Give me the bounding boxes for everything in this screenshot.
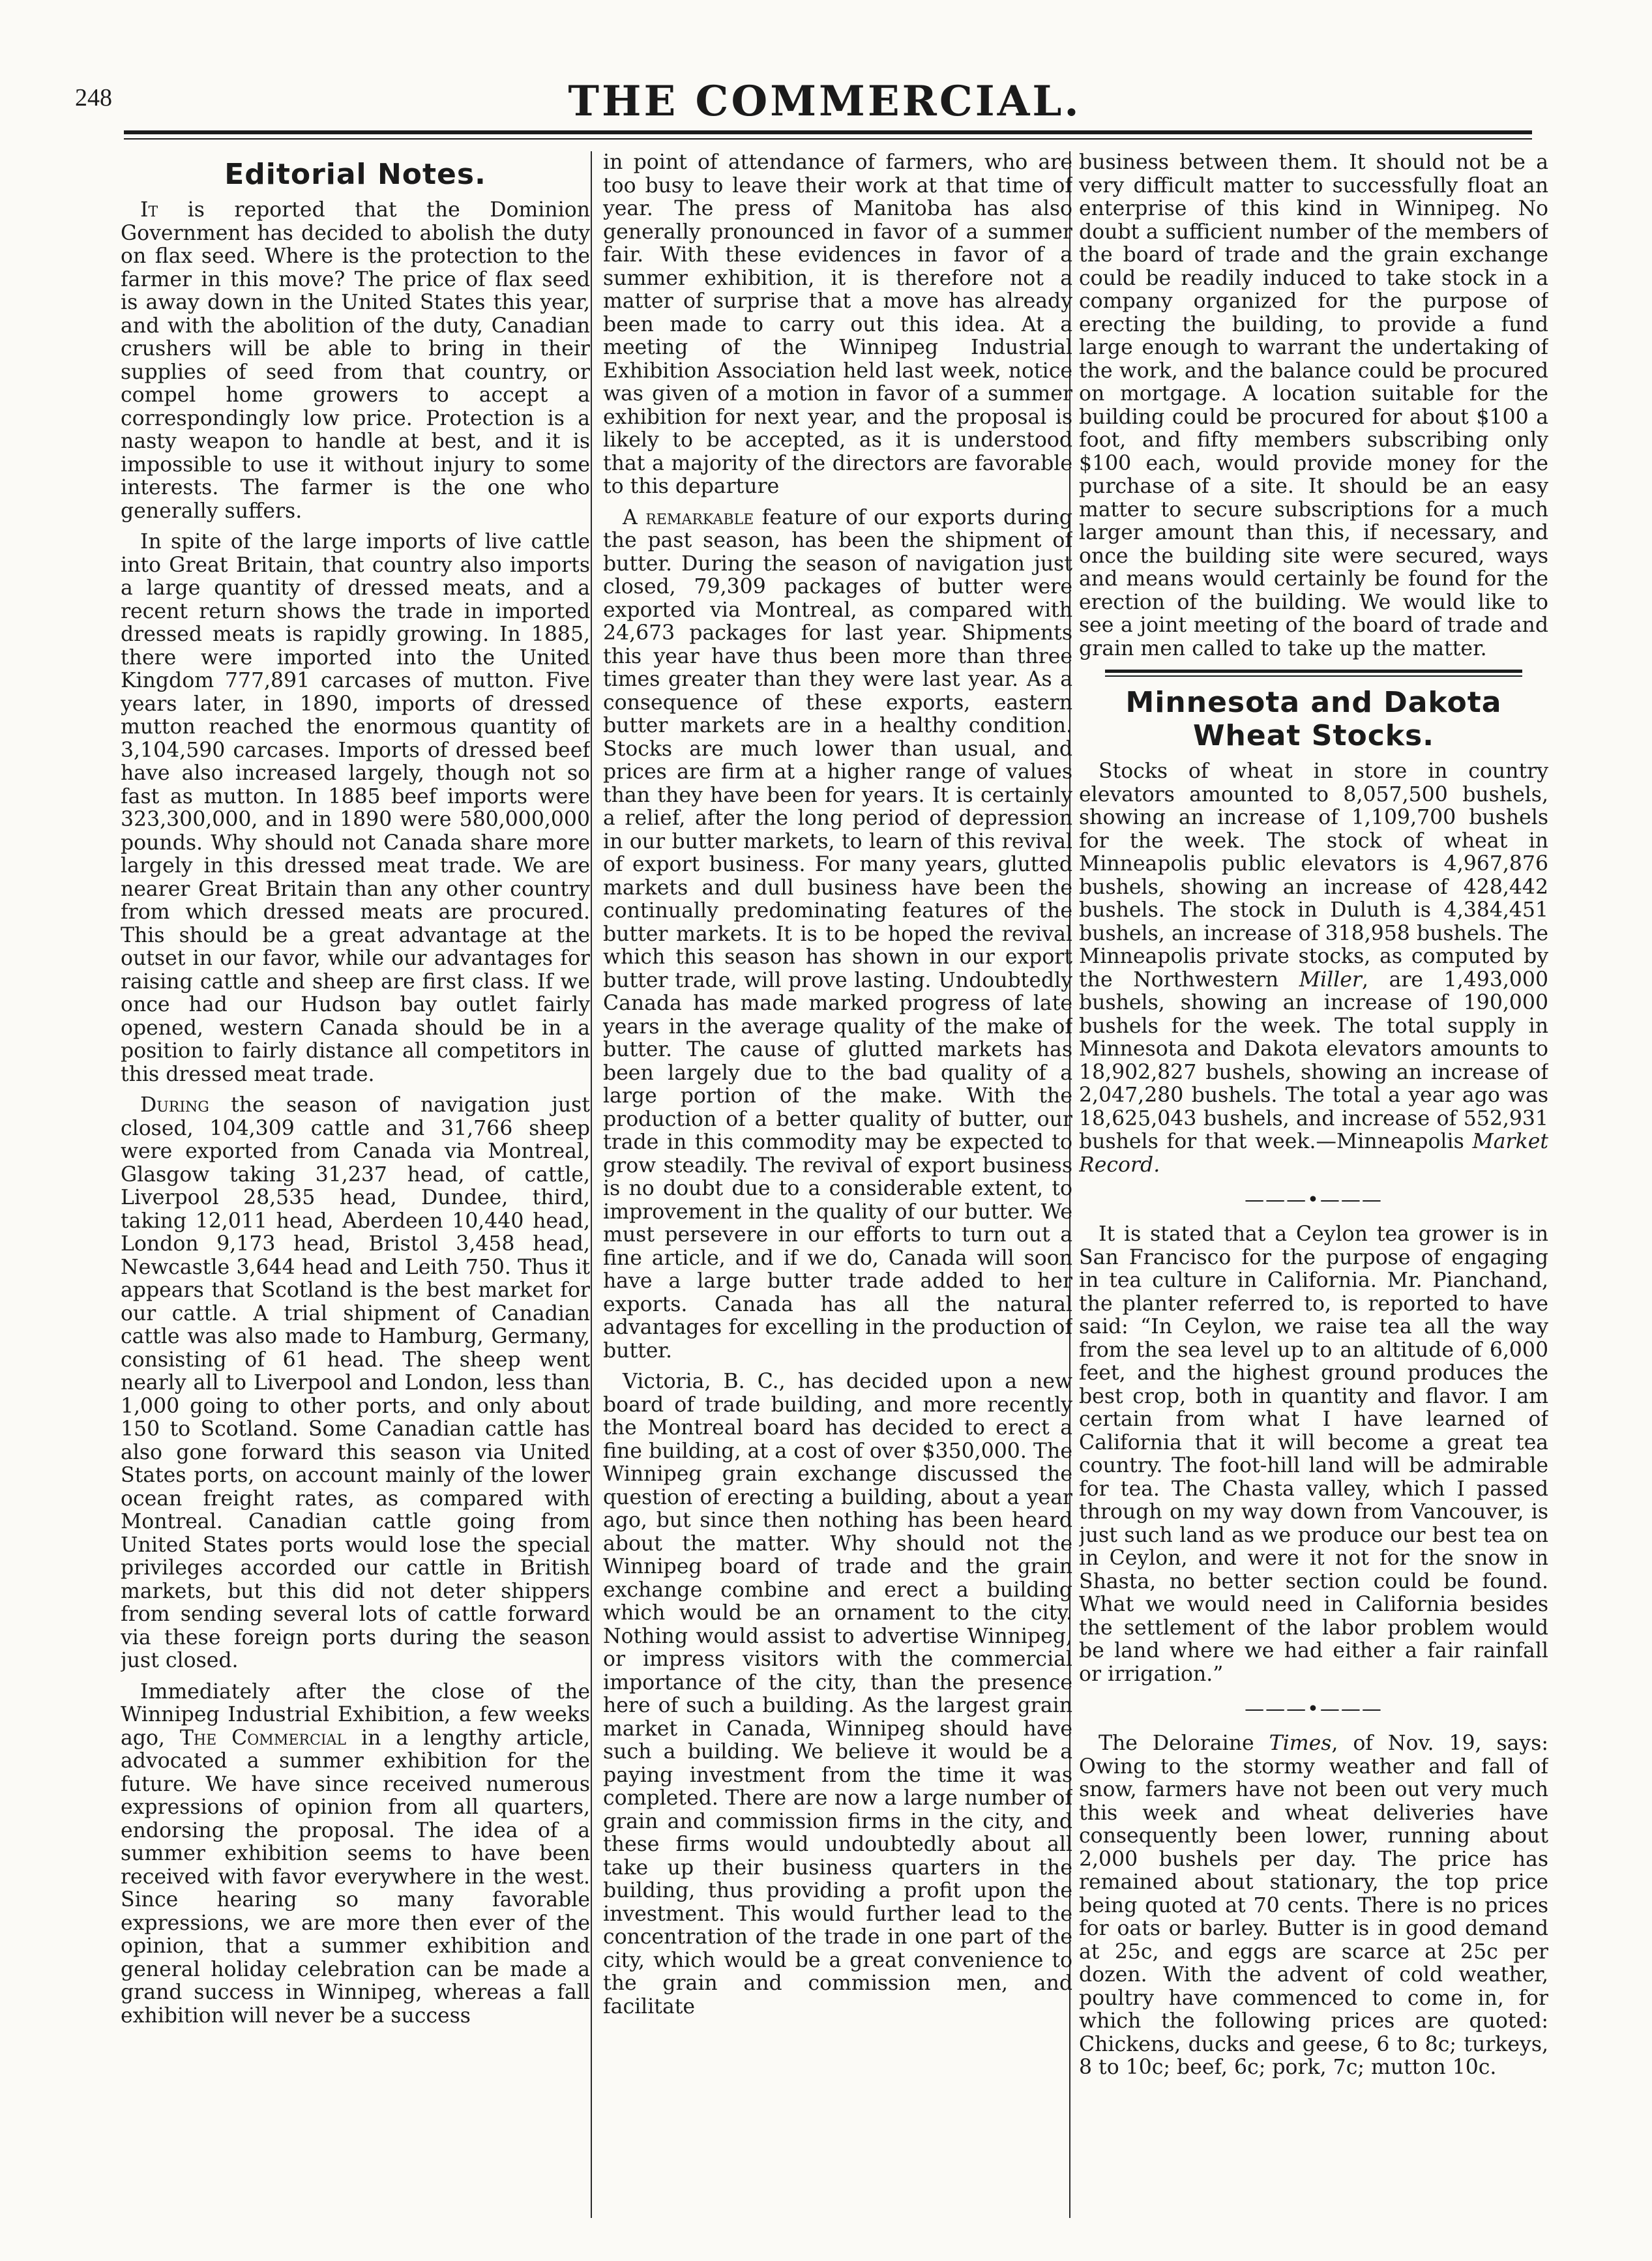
ceylon-tea-paragraph: It is stated that a Ceylon tea grower is in San Francisco for the purpose of engaging in tea culture in California. Mr. Pianchand, the planter referred to, is reported to have said: “In Ceylon, we raise tea all the way from the sea level up to an altitude of 6,000 feet, and the highest ground produces the best crop, both in quantity and flavor. I am certain from what I have learned of California that it will become a great tea country. The foot-hill land will be admirable for tea. The Chasta valley, which I passed through on my way down from Vancouver, is just such land as we produce our best tea on in Ceylon, and were it not for the snow in Shasta, no better section could be found. What we would need in California besides the settlement of the labor problem would be land where we had either a fair rainfall or irrigation.”: [1079, 1222, 1548, 1686]
publication-name: Miller: [1299, 968, 1362, 992]
page-header: [75, 77, 1574, 129]
column-divider: [591, 151, 592, 2218]
exhibition-continued-paragraph: in point of attendance of farmers, who are too busy to leave their work at that time of year. The press of Manitoba has also generally pronounced in favor of a summer fair. With these evidences in favor of a summer exhibition, it is therefore not a matter of surprise that a move has already been made to carry out this idea. At a meeting of the Winnipeg Industrial Exhibition Association held last week, notice was given of a motion in favor of a summer exhibition for next year, and the proposal is likely to be accepted, as it is understood that a majority of the directors are favorable to this departure: [603, 151, 1072, 498]
publication-name: The Commercial: [179, 1726, 347, 1750]
paragraph-text: Stocks of wheat in store in country elevators amounted to 8,057,500 bushels, showing an increase of 1,109,700 bushels for the week. The stock of wheat in Minneapolis public elevators is 4,967,876 bushels, showing an increase of 428,442 bushels. The stock in Duluth is 4,384,451 bushels, an increase of 318,958 bushels. The Minneapolis private stocks, as computed by the Northwestern: [1079, 760, 1548, 992]
paragraph-text: Immediately after the close of the Winnipeg Industrial Exhibition, a few weeks ago,: [121, 1679, 590, 1750]
editorial-notes-heading: Editorial Notes.: [224, 158, 486, 191]
paragraph-text: in a lengthy article, advocated a summer exhibition for the future. We have since received numerous expressions of opinion from all quarters, endorsing the proposal. The idea of a summer exhibition seems to have been received with favor everywhere in the west. Since hearing so many favorable expressions, we are more then ever of the opinion, that a summer exhibition and general holiday celebration can be made a grand success in Winnipeg, whereas a fall exhibition will never be a success: [121, 1726, 590, 2028]
wheat-stocks-paragraph: [1079, 760, 1548, 1177]
ornamental-divider: ———•———: [1245, 1698, 1383, 1721]
masthead: THE COMMERCIAL.: [568, 77, 1082, 126]
flax-duty-paragraph: [121, 199, 590, 523]
deloraine-times-paragraph: [1079, 1732, 1548, 2080]
publication-name: Times: [1269, 1732, 1332, 1755]
header-rule-heavy: [124, 130, 1532, 134]
column-2: [603, 151, 1072, 2224]
lead-word: It: [140, 198, 158, 222]
paragraph-text: The Deloraine: [1099, 1732, 1254, 1755]
paragraph-text: , of Nov. 19, says: Owing to the stormy weather and fall of snow, farmers have not been out very much this week and wheat deliveries have consequently been lower, running about 2,000 bushels per day. The price has remained about stationary, the top price being quoted at 70 cents. There is no prices for oats or barley. Butter is in good demand at 25c, and eggs are scarce at 25c per dozen. With the advent of cold weather, poultry have commenced to come in, for which the following prices are quoted: Chickens, ducks and geese, 6 to 8c; turkeys, 8 to 10c; beef, 6c; pork, 7c; mutton 10c.: [1079, 1732, 1548, 2079]
lead-word: During: [140, 1093, 209, 1117]
page-number: 248: [75, 84, 112, 111]
column-1: [121, 151, 590, 2224]
dressed-meats-paragraph: In spite of the large imports of live cattle into Great Britain, that country also imports a large quantity of dressed meats, and a recent return shows the trade in imported dressed meats is rapidly growing. In 1885, there were imported into the United Kingdom 777,891 carcases of mutton. Five years later, in 1890, imports of dressed mutton reached the enormous quantity of 3,104,590 carcases. Imports of dressed beef have also increased largely, though not so fast as mutton. In 1885 beef imports were 323,300,000, and in 1890 were 580,000,000 pounds. Why should not Canada share more largely in this dressed meat trade. We are nearer Great Britain than any other country from which dressed meats are procured. This should be a great advantage at the outset in our favor, while our advantages for raising cattle and sheep are first class. If we once had our Hudson bay outlet fairly opened, western Canada should be in a position to fairly distance all competitors in this dressed meat trade.: [121, 530, 590, 1086]
column-3: [1079, 151, 1548, 2224]
wheat-stocks-heading: Minnesota and Dakota Wheat Stocks.: [1125, 686, 1502, 752]
paragraph-text: the season of navigation just closed, 104,309 cattle and 31,766 sheep were exported from Canada via Montreal, Glasgow taking 31,237 head, of cattle, Liverpool 28,535 head, Dundee, third, taking 12,011 head, Aberdeen 10,440 head, London 9,173 head, Bristol 3,458 head, Newcastle 3,644 head and Leith 750. Thus it appears that Scotland is the best market for our cattle. A trial shipment of Canadian cattle was also made to Hamburg, Germany, consisting of 61 head. The sheep went nearly all to Liverpool and London, less than 1,000 going to other ports, and only about 150 to Scotland. Some Canadian cattle has also gone forward this season via United States ports, on account mainly of the lower ocean freight rates, as compared with Montreal. Canadian cattle going from United States ports would lose the special privileges accorded our cattle in British markets, but this did not deter shippers from sending several lots of cattle forward via these foreign ports during the season just closed.: [121, 1093, 590, 1672]
cattle-exports-paragraph: [121, 1094, 590, 1673]
lead-word: A remarkable: [623, 505, 754, 529]
board-of-trade-paragraph: Victoria, B. C., has decided upon a new board of trade building, and more recently the Montreal board has decided to erect a fine building, at a cost of over $350,000. The Winnipeg grain exchange discussed the question of erecting a building, about a year ago, but since then nothing has been heard about the matter. Why should not the Winnipeg board of trade and the grain exchange combine and erect a building which would be an ornament to the city. Nothing would assist to advertise Winnipeg, or impress visitors with the commercial importance of the city, than the presence here of such a building. As the largest grain market in Canada, Winnipeg should have such a building. We believe it would be a paying investment from the time it was completed. There are now a large number of grain and commission firms in the city, and these firms would undoubtedly about all take up their business quarters in the building, thus providing a profit upon the investment. This would further lead to the concentration of the trade in one part of the city, which would be a great convenience to the grain and commission men, and facilitate: [603, 1370, 1072, 2018]
summer-exhibition-paragraph: [121, 1681, 590, 2028]
publication-name: Market Record.: [1079, 1130, 1548, 1177]
butter-exports-paragraph: [603, 507, 1072, 1363]
header-rule-light: [124, 138, 1532, 140]
section-rule-light: [1105, 675, 1522, 677]
section-rule-heavy: [1105, 670, 1522, 673]
ornamental-divider: ———•———: [1245, 1189, 1383, 1211]
paragraph-text: , are 1,493,000 bushels, showing an increase of 190,000 bushels for the week. The total supply in Minnesota and Dakota elevators amounts to 18,902,827 bushels, showing an increase of 2,047,280 bushels. The total a year ago was 18,625,043 bushels, and increase of 552,931 bushels for that week.—Minneapolis: [1079, 968, 1548, 1153]
paragraph-text: feature of our exports during the past season, has been the shipment of butter. During the season of navigation just closed, 79,309 packages of butter were exported via Montreal, as compared with 24,673 packages for last year. Shipments this year have thus been more than three times greater than they were last year. As a consequence of these exports, eastern butter markets are in a healthy condition. Stocks are much lower than usual, and prices are firm at a higher range of values than they have been for years. It is certainly a relief, after the long period of depression in our butter markets, to learn of this revival of export business. For many years, glutted markets and dull business have been the continually predominating features of the butter markets. It is to be hoped the revival which this season has shown in our export butter trade, will prove lasting. Undoubtedly Canada has made marked progress of late years in the average quality of the make of butter. The cause of glutted markets has been largely due to the bad quality of a large portion of the make. With the production of a better quality of butter, our trade in this commodity may be expected to grow steadily. The revival of export business is no doubt due to a considerable extent, to improvement in the quality of our butter. We must persevere in our efforts to turn out a fine article, and if we do, Canada will soon have a large butter trade added to her exports. Canada has all the natural advantages for excelling in the production of butter.: [603, 505, 1072, 1363]
board-of-trade-continued-paragraph: business between them. It should not be a very difficult matter to successfully float an enterprise of this kind in Winnipeg. No doubt a sufficient number of the members of the board of trade and the grain exchange could be readily induced to take stock in a company organized for the purpose of erecting the building, to provide a fund large enough to warrant the undertaking of the work, and the balance could be procured on mortgage. A location suitable for the building could be procured for about $100 a foot, and fifty members subscribing only $100 each, would provide money for the purchase of a site. It should be an easy matter to secure subscriptions for a much larger amount than this, if necessary, and once the building site were secured, ways and means would certainly be found for the erection of the building. We would like to see a joint meeting of the board of trade and grain men called to take up the matter.: [1079, 151, 1548, 660]
paragraph-text: is reported that the Dominion Government has decided to abolish the duty on flax seed. Where is the protection to the farmer in this move? The price of flax seed is away down in the United States this year, and with the abolition of the duty, Canadian crushers will be able to bring in their supplies of seed from that country, or compel home growers to accept a correspondingly low price. Protection is a nasty weapon to handle at best, and it is impossible to use it without injury to some interests. The farmer is the one who generally suffers.: [121, 198, 590, 523]
